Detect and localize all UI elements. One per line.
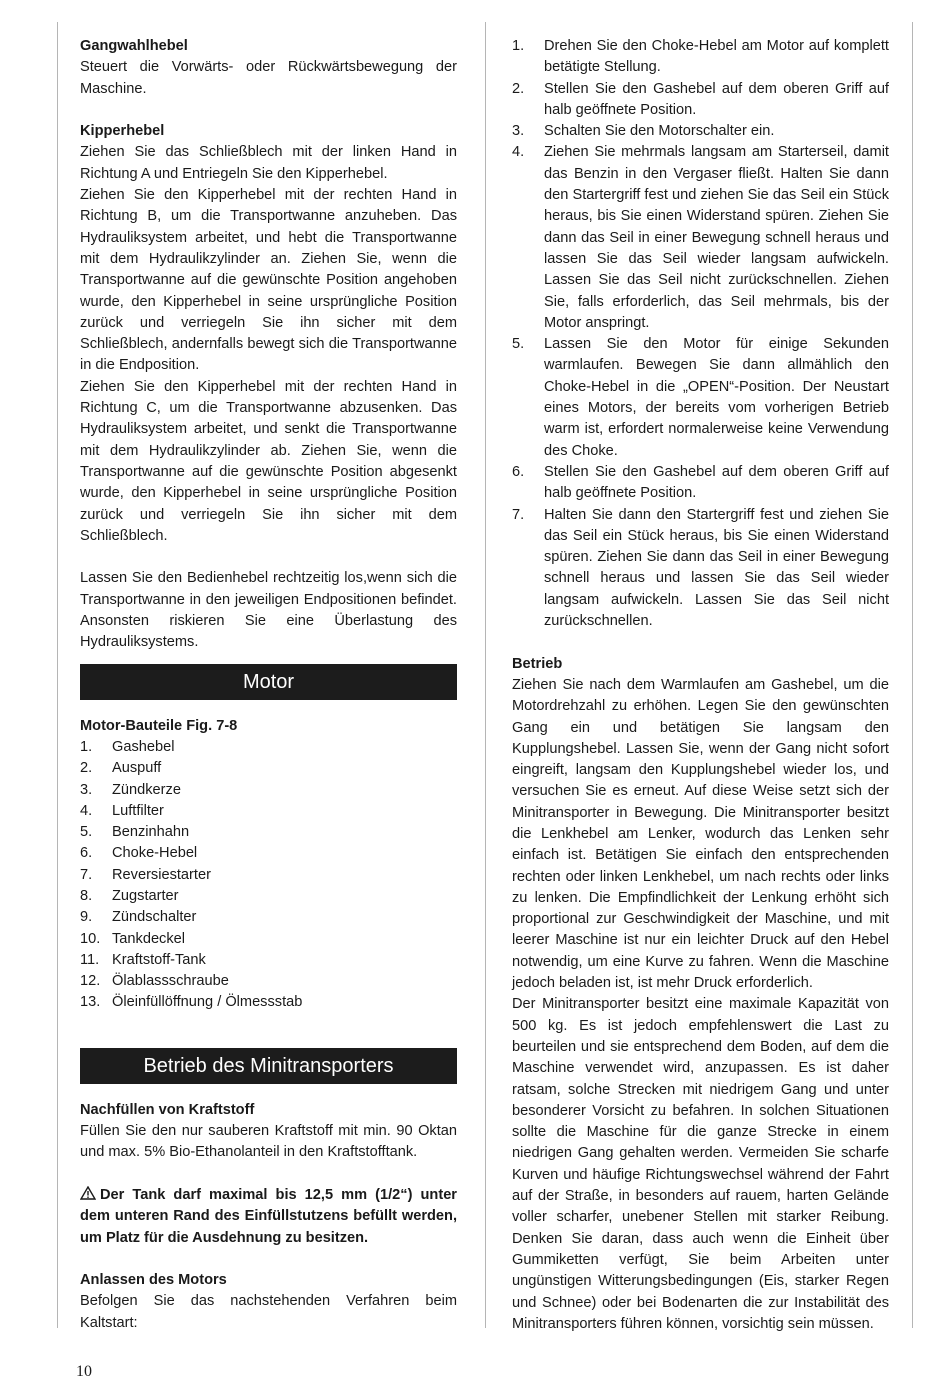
motor-section-band: Motor xyxy=(80,664,457,700)
anlassen-heading: Anlassen des Motors xyxy=(80,1272,227,1289)
warning-text: Der Tank darf maximal bis 12,5 mm (1/2“) unter dem unteren Rand des Einfüllstutzens befüllt werden, um Platz für die Ausdehnung zu besitzen. xyxy=(80,1186,457,1246)
page-number: 10 xyxy=(76,1363,92,1380)
kraftstoff-text: Füllen Sie den nur sauberen Kraftstoff mit min. 90 Oktan und max. 5% Bio-Ethanolanteil in den Kraftstofftank. xyxy=(80,1123,457,1161)
list-item: 5. Benzinhahn xyxy=(80,824,190,841)
list-item: 5. Lassen Sie den Motor für einige Sekunden warmlaufen. Bewegen Sie dann allmählich den Choke-Hebel in die „OPEN“-Position. Der Neustart eines Motors, der bereits vom vorherigen Betrieb warm ist, erfordert normalerweise keine Verwendung des Choke. xyxy=(512,336,889,459)
list-item: 2. Stellen Sie den Gashebel auf dem oberen Griff auf halb geöffnete Position. xyxy=(512,80,889,118)
column-divider-rule xyxy=(485,22,486,1328)
list-item: 7. Halten Sie dann den Startergriff fest und ziehen Sie das Seil ein Stück heraus, bis Sie einen Widerstand spüren. Ziehen Sie dann das Seil in einer Bewegung schnell heraus und lassen Sie das Seil wieder langsam aufwickeln. Lassen Sie das Seil nicht zurückschnellen. xyxy=(512,506,889,630)
list-item: 2. Auspuff xyxy=(80,760,162,777)
betrieb-section-band: Betrieb des Minitransporters xyxy=(80,1048,457,1084)
list-item: 12. Ölablassschraube xyxy=(80,973,229,990)
tank-warning xyxy=(80,1185,457,1249)
list-item: 11. Kraftstoff-Tank xyxy=(80,951,206,968)
list-item: 13. Öleinfüllöffnung / Ölmessstab xyxy=(80,994,303,1011)
left-margin-rule xyxy=(57,22,58,1328)
bauteile-heading: Motor-Bauteile Fig. 7-8 xyxy=(80,717,238,734)
kipper-paragraph-2: Ziehen Sie den Kipperhebel mit der rechten Hand in Richtung B, um die Transportwanne anzuheben. Das Hydrauliksystem arbeitet, und hebt die Transportwanne mit dem Hydraulikzylinder an. Ziehen Sie, wenn die Transportwanne auf die gewünschte Position angehoben wurde, den Kipperhebel in seine ursprüngliche Position zurück und verriegeln Sie ihn sicher mit dem Schließblech, andernfalls bewegt sich die Transportwanne in die Endposition. xyxy=(80,187,457,374)
right-column xyxy=(512,36,889,1335)
bedienhebel-note: Lassen Sie den Bedienhebel rechtzeitig los,wenn sich die Transportwanne in den jeweiligen Endpositionen befindet. Ansonsten riskieren Sie eine Überlastung des Hydrauliksystems. xyxy=(80,570,457,651)
warning-icon xyxy=(80,1186,96,1200)
kraftstoff-heading: Nachfüllen von Kraftstoff xyxy=(80,1101,255,1118)
list-item: 9. Zündschalter xyxy=(80,909,197,926)
list-item: 1. Drehen Sie den Choke-Hebel am Motor auf komplett betätigte Stellung. xyxy=(512,38,889,76)
kipper-paragraph-3: Ziehen Sie den Kipperhebel mit der rechten Hand in Richtung C, um die Transportwanne abzusenken. Das Hydrauliksystem arbeitet, und senkt die Transportwanne mit dem Hydraulikzylinder ab. Ziehen Sie, wenn die Transportwanne auf die gewünschte Position abgesenkt wurde, den Kipperhebel in seine ursprüngliche Position zurück und verriegeln Sie ihn sicher mit dem Schließblech. xyxy=(80,378,457,544)
list-item: 4. Ziehen Sie mehrmals langsam am Starterseil, damit das Benzin in den Vergaser fließt. Halten Sie dann den Startergriff fest und ziehen Sie das Seil ein Stück heraus, bis Sie einen Widerstand spüren. Ziehen Sie dann das Seil in einer Bewegung schnell heraus und lassen Sie das Seil wieder langsam aufwickeln. Lassen Sie das Seil nicht zurückschnellen. Ziehen Sie, falls erforderlich, das Seil mehrmals, bis der Motor anspringt. xyxy=(512,144,889,331)
anlassen-text: Befolgen Sie das nachstehenden Verfahren beim Kaltstart: xyxy=(80,1293,457,1331)
left-column xyxy=(80,36,457,1334)
list-item: 4. Luftfilter xyxy=(80,802,164,819)
list-item: 10. Tankdeckel xyxy=(80,930,186,947)
kipper-heading: Kipperhebel xyxy=(80,123,165,140)
betrieb-heading: Betrieb xyxy=(512,655,563,672)
list-item: 6. Choke-Hebel xyxy=(80,845,198,862)
gangwahl-text: Steuert die Vorwärts- oder Rückwärtsbewegung der Maschine. xyxy=(80,59,457,97)
kipper-paragraph-1: Ziehen Sie das Schließblech mit der linken Hand in Richtung A und Entriegeln Sie den Kipperhebel. xyxy=(80,144,457,182)
right-margin-rule xyxy=(912,22,913,1328)
list-item: 3. Schalten Sie den Motorschalter ein. xyxy=(512,123,775,140)
betrieb-paragraph-2: Der Minitransporter besitzt eine maximale Kapazität von 500 kg. Es ist jedoch empfehlenswert die Last zu beurteilen und sie entsprechend dem Boden, auf dem die Maschine verwendet wird, anzupassen. Es ist daher ratsam, solche Strecken mit niedrigem Gang und unter besonderer Vorsicht zu befahren. In solchen Situationen sollte die Maschine für die ganze Strecke in einem niedrigen Gang gehalten werden. Vermeiden Sie scharfe Kurven und häufige Richtungswechsel während der Fahrt auf der Straße, in besonders auf rauem, harten Gelände voller scharfer, unebener Stellen mit starker Reibung. Denken Sie daran, dass auch wenn die Einheit über Gummiketten verfügt, Sie beim Arbeiten unter ungünstigen Witterungsbedingungen (Eis, starker Regen und Schnee) oder bei Bodenarten die zur Instabilität des Minitransporters führen können, vorsichtig sein müssen. xyxy=(512,996,889,1332)
list-item: 7. Reversiestarter xyxy=(80,866,211,883)
list-item: 6. Stellen Sie den Gashebel auf dem oberen Griff auf halb geöffnete Position. xyxy=(512,463,889,502)
start-steps-list xyxy=(512,36,889,632)
bauteile-list xyxy=(80,737,457,1014)
betrieb-paragraph-1: Ziehen Sie nach dem Warmlaufen am Gashebel, um die Motordrehzahl zu erhöhen. Legen Sie den gewünschten Gang ein und betätigen Sie langsam den Kupplungshebel. Lassen Sie, wenn der Gang nicht sofort eingreift, langsam den Kupplungshebel wieder los, und versuchen Sie es erneut. Auf diese Weise setzt sich der Minitransporter in Bewegung. Die Minitransporter besitzt die Lenkhebel am Lenker, wodurch das Lenken sehr einfach ist. Betätigen Sie einfach den entsprechenden rechten oder linken Lenkhebel, um nach rechts oder links zu lenken. Die Empfindlichkeit der Lenkung erhöht sich proportional zur Geschwindigkeit der Maschine, und mit leerer Maschine ist nur ein leichter Druck auf den Hebel notwendig, um eine Kurve zu fahren. Wenn die Maschine jedoch beladen ist, ist mehr Druck erforderlich. xyxy=(512,676,889,992)
gangwahl-heading: Gangwahlhebel xyxy=(80,38,188,54)
list-item: 8. Zugstarter xyxy=(80,887,179,904)
list-item: 1. Gashebel xyxy=(80,738,175,755)
list-item: 3. Zündkerze xyxy=(80,781,181,798)
